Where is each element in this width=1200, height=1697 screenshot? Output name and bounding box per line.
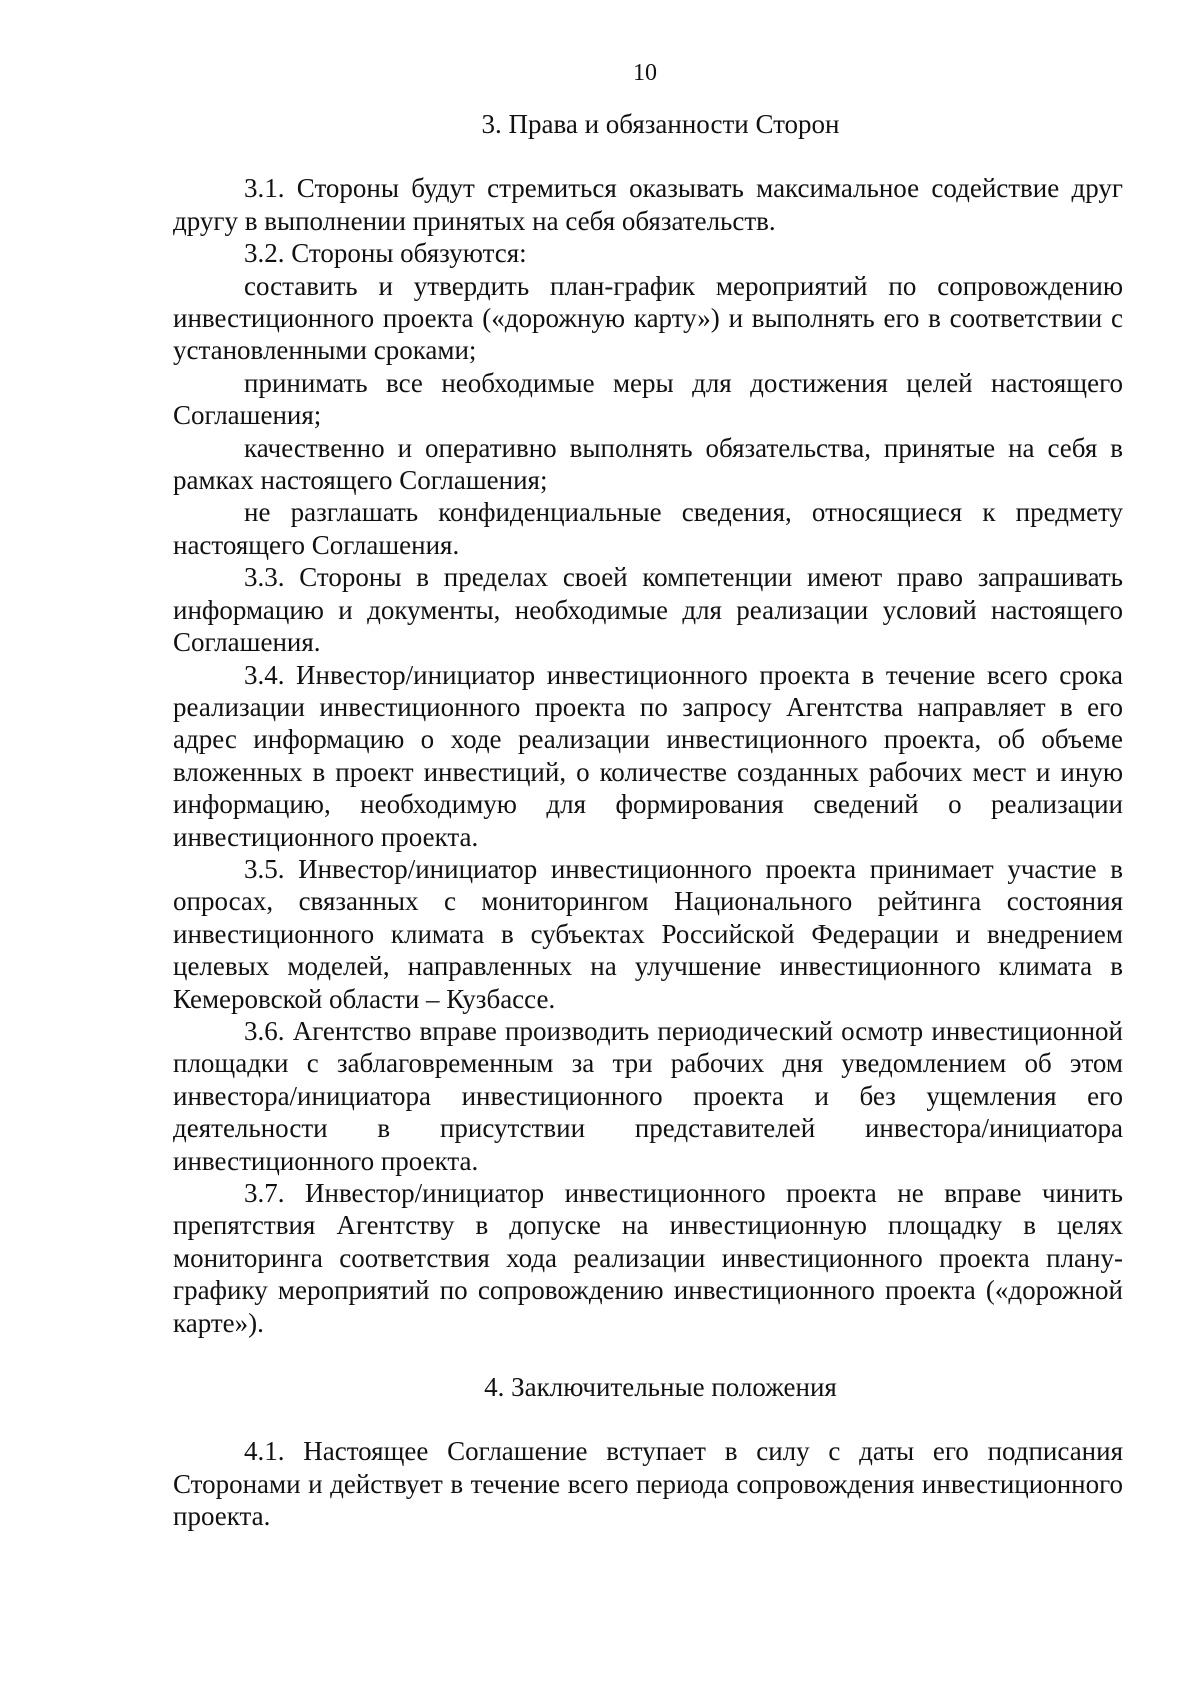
paragraph-3-2-item-4: не разглашать конфиденциальные сведения, относящиеся к предмету настоящего Соглашения. [173, 497, 1123, 560]
paragraph-3-2-item-2: принимать все необходимые меры для достижения целей настоящего Соглашения; [173, 367, 1123, 431]
paragraph-3-6: 3.6. Агентство вправе производить периодический осмотр инвестиционной площадки с заблаговременным за три рабочих дня уведомлением об этом инвестора/инициатора инвестиционного проекта и без ущемления его деятельности в присутствии представителей инвестора/инициатора инвестиционного проекта. [173, 1015, 1123, 1176]
paragraph-3-4: 3.4. Инвестор/инициатор инвестиционного проекта в течение всего срока реализации инвестиционного проекта по запросу Агентства направляет в его адрес информацию о ходе реализации инвестиционного проекта, об объеме вложенных в проект инвестиций, о количестве созданных рабочих мест и иную информацию, необходимую для формирования сведений о реализации инвестиционного проекта. [173, 659, 1123, 852]
document-body [173, 108, 1123, 1533]
paragraph-3-2-item-1: составить и утвердить план-график мероприятий по сопровождению инвестиционного проекта («дорожную карту») и выполнять его в соответствии с установленными сроками; [173, 270, 1123, 366]
paragraph-3-1: 3.1. Стороны будут стремиться оказывать максимальное содействие друг другу в выполнении принятых на себя обязательств. [173, 173, 1123, 236]
page-number: 10 [633, 60, 657, 86]
paragraph-3-3: 3.3. Стороны в пределах своей компетенции имеют право запрашивать информацию и документы, необходимые для реализации условий настоящего Соглашения. [173, 562, 1123, 658]
section-3-title: 3. Права и обязанности Сторон [481, 109, 840, 139]
paragraph-4-1: 4.1. Настоящее Соглашение вступает в силу с даты его подписания Сторонами и действует в течение всего периода сопровождения инвестиционного проекта. [173, 1436, 1123, 1532]
paragraph-3-2: 3.2. Стороны обязуются: [244, 238, 527, 269]
paragraph-3-2-item-3: качественно и оперативно выполнять обязательства, принятые на себя в рамках настоящего Соглашения; [173, 432, 1123, 496]
paragraph-3-7: 3.7. Инвестор/инициатор инвестиционного проекта не вправе чинить препятствия Агентству в допуске на инвестиционную площадку в целях мониторинга соответствия хода реализации инвестиционного проекта плану-графику мероприятий по сопровождению инвестиционного проекта («дорожной карте»). [173, 1178, 1123, 1338]
section-4-title: 4. Заключительные положения [484, 1372, 837, 1403]
paragraph-3-5: 3.5. Инвестор/инициатор инвестиционного проекта принимает участие в опросах, связанных с мониторингом Национального рейтинга состояния инвестиционного климата в субъектах Российской Федерации и внедрением целевых моделей, направленных на улучшение инвестиционного климата в Кемеровской области – Кузбассе. [173, 853, 1123, 1014]
